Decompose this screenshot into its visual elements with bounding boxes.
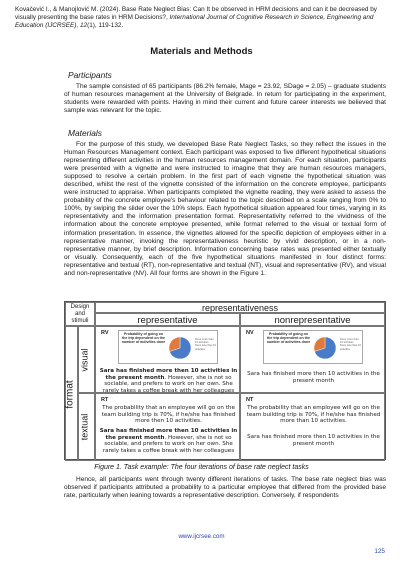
page-number: 125 [374,548,385,555]
rv-profile-bold: Sara has finished more then 10 activities in the present month [99,368,238,381]
textual-label: textual [79,413,90,441]
nv-pie-chart [263,330,363,364]
rv-legend-item: Done more than 10 activities [195,338,214,345]
nv-legend-item: Done more than 10 activities [340,338,359,345]
format-label: format [64,380,76,409]
design-label: Design and stimuli [65,302,95,326]
visual-row-header [78,326,95,393]
materials-paragraph [64,141,386,278]
nonrepresentative-column-header: nonrepresentative [240,313,385,326]
figure-1 [64,301,386,460]
nv-chart-legend [340,338,362,351]
figure-caption [0,464,403,471]
quadrant-rv [95,326,240,393]
header-pages: (1), 119-132. [87,22,124,30]
nv-legend-item: Done less than 10 activities [340,344,361,351]
nv-chart-title: Probability of going on the trip dependent on the number of activities done [266,332,311,345]
nv-pie-svg [312,335,338,361]
nt-base-rate-text: The probability that an employee will go on the team building trip is 70%, if he/she has finished more than 10 activities. [246,405,381,425]
textual-row-header [78,393,95,461]
representativeness-header: representativeness [95,302,385,313]
nt-code: NT [246,397,254,403]
running-header [15,6,393,31]
rt-base-rate-text: The probability that an employee will go on the team building trip is 70%, if he/she has finished more then 10 activities. [101,405,236,425]
materials-text: For the purpose of this study, we developed Base Rate Neglect Tasks, so they reflect the issues in the Human Resources Management context. Each participant was exposed to five different hypothetical situations representing different activities in the human resources management domain. For each situation, participants were presented with a vignette and were instructed to imagine that they are human resources managers, supposed to resolve a certain problem. In the first part of each vignette the hypothetical situation was described, whilst the rest of the vignette consisted of the information on the concrete employee, participants were instructed to appraise. When participants completed the vignette reading, they were asked to assess the probability of the concrete employee's behaviour related to the topic described on a scale ranging from 0% to 100%, by swiping the slider over the 10% steps. Each hypothetical situation appeared four times, varying in its representativity and the information presentation format. Representativity referred to the vividness of the information about the concrete employee presented, while format referred to the visual or textual form of information presentation. In essence, the vignettes allowed for the specific depiction of employees either in a representative manner, invoking the representativeness heuristic by vivid description, or in a non-representative manner, by brief description. Information concerning base rates was presented either textually or visually. Consequently, each of the five hypothetical situations manifested in four distinct forms: representative and textual (RT), non-representative and textual (NT), visual and representative (RV), and visual and non-representative (NV). All four forms are shown in the Figure 1. [64,141,386,277]
rv-profile-rest: . However, she is not so sociable, and prefers to work on her own. She rarely takes a coffee break with her colleagues [102,374,235,395]
rv-chart-legend [195,338,217,351]
quadrant-rt [95,393,240,461]
caption-label: Figure 1. [94,464,122,471]
section-title: Materials and Methods [150,46,253,57]
rt-profile-bold: Sara has finished more then 10 activities in the present month [99,428,238,441]
rv-pie-chart [118,330,218,364]
nv-profile-text: Sara has finished more then 10 activities in the present month [247,371,380,384]
rt-profile-text [99,428,238,455]
caption-text: Task example: The four iterations of base rate neglect tasks [121,464,309,471]
nv-code: NV [246,330,254,336]
rv-pie-svg [167,335,193,361]
quadrant-nt [240,393,385,461]
quadrant-nv [240,326,385,393]
nv-pie-group [314,337,336,359]
rv-pie-group [169,337,191,359]
closing-text: Hence, all participants went through twenty different iterations of tasks. The base rate neglect bias was observed if participants attributed a probability to a particular employee that differed from the provided base rate, particularly when leaning towards a representative description. Conversely, if respondents [64,476,386,500]
representative-column-header: representative [95,313,240,326]
participants-text: The sample consisted of 65 participants (86.2% female, Mage = 23.92, SDage = 2.05) – graduate students of human resources management at the University of Belgrade. In return for participating in the experiment, students were rewarded with points. Having in mind their current and future career interests we believed that sample was relevant for the topic. [64,83,386,115]
header-journal: International Journal of Cognitive Research in Science, Engineering and Education (IJCRSEE), 12 [15,14,374,30]
rv-chart-title: Probability of going on the trip dependent on the number of activities done [121,332,166,345]
journal-url[interactable]: www.ijcrsee.com [178,533,225,540]
materials-heading: Materials [68,128,102,138]
rv-code: RV [101,330,109,336]
rv-legend-item: Done less than 10 activities [195,344,216,351]
nt-profile-text: Sara has finished more then 10 activities in the present month [247,434,380,447]
rt-profile-rest: . However, she is not so sociable, and prefers to work on her own. She rarely takes a coffee break with her colleagues [102,434,235,455]
format-row-group [65,326,78,461]
visual-label: visual [79,348,90,372]
header-citation: Kovačević I., & Manojlović M. (2024). Base Rate Neglect Bias: Can It be observed in HRM decisions and can it be decreased by visually presenting the base rates in HRM Decisions?, [15,6,377,22]
closing-paragraph [64,476,386,500]
rv-profile-text [99,368,238,395]
participants-heading: Participants [68,70,112,80]
participants-paragraph [64,83,386,115]
rt-code: RT [101,397,109,403]
